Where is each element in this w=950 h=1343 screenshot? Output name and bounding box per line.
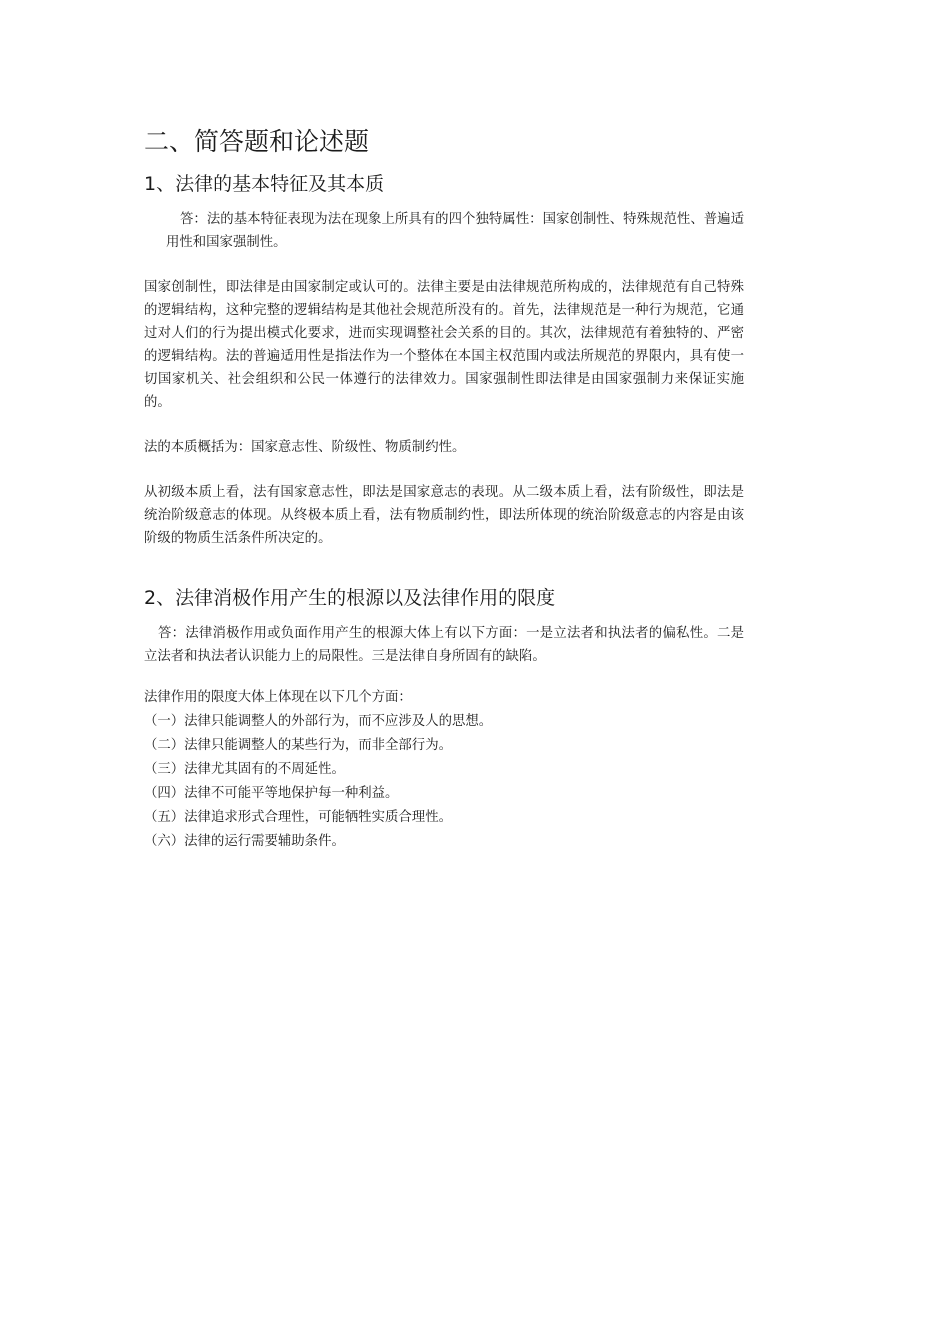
question-1-paragraph-3: 从初级本质上看，法有国家意志性，即法是国家意志的表现。从二级本质上看，法有阶级性，即法是统治阶级意志的体现。从终极本质上看，法有物质制约性，即法所体现的统治阶级意志的内容是由该阶级的物质生活条件所决定的。 bbox=[144, 485, 744, 546]
spacer bbox=[144, 414, 744, 436]
page-title: 二、简答题和论述题 bbox=[144, 127, 370, 156]
spacer bbox=[144, 550, 744, 584]
limits-list-item: （六）法律的运行需要辅助条件。 bbox=[144, 834, 345, 849]
spacer bbox=[144, 254, 744, 276]
limits-list-item: （三）法律尤其固有的不周延性。 bbox=[144, 762, 345, 777]
question-1-paragraph-1: 国家创制性，即法律是由国家制定或认可的。法律主要是由法律规范所构成的，法律规范有自己特殊的逻辑结构，这种完整的逻辑结构是其他社会规范所没有的。首先，法律规范是一种行为规范，它通过对人们的行为提出模式化要求，进而实现调整社会关系的目的。其次，法律规范有着独特的、严密的逻辑结构。法的普遍适用性是指法作为一个整体在本国主权范围内或法所规范的界限内，具有使一切国家机关、社会组织和公民一体遵行的法律效力。国家强制性即法律是由国家强制力来保证实施的。 bbox=[144, 280, 744, 410]
limits-list-item: （四）法律不可能平等地保护每一种利益。 bbox=[144, 786, 399, 801]
spacer bbox=[144, 459, 744, 481]
limits-list-item: （五）法律追求形式合理性，可能牺牲实质合理性。 bbox=[144, 810, 452, 825]
question-2-heading: 2、法律消极作用产生的根源以及法律作用的限度 bbox=[144, 587, 556, 609]
question-1-answer: 答：法的基本特征表现为法在现象上所具有的四个独特属性：国家创制性、特殊规范性、普遍适用性和国家强制性。 bbox=[166, 212, 744, 250]
limits-intro: 法律作用的限度大体上体现在以下几个方面： bbox=[144, 690, 412, 705]
limits-list-item: （一）法律只能调整人的外部行为，而不应涉及人的思想。 bbox=[144, 714, 493, 729]
spacer bbox=[144, 668, 744, 686]
question-1-paragraph-2: 法的本质概括为：国家意志性、阶级性、物质制约性。 bbox=[144, 440, 466, 455]
question-1-heading: 1、法律的基本特征及其本质 bbox=[144, 173, 385, 195]
document-page bbox=[144, 124, 744, 854]
limits-list-item: （二）法律只能调整人的某些行为，而非全部行为。 bbox=[144, 738, 452, 753]
question-2-answer: 答：法律消极作用或负面作用产生的根源大体上有以下方面：一是立法者和执法者的偏私性。二是立法者和执法者认识能力上的局限性。三是法律自身所固有的缺陷。 bbox=[144, 626, 744, 664]
